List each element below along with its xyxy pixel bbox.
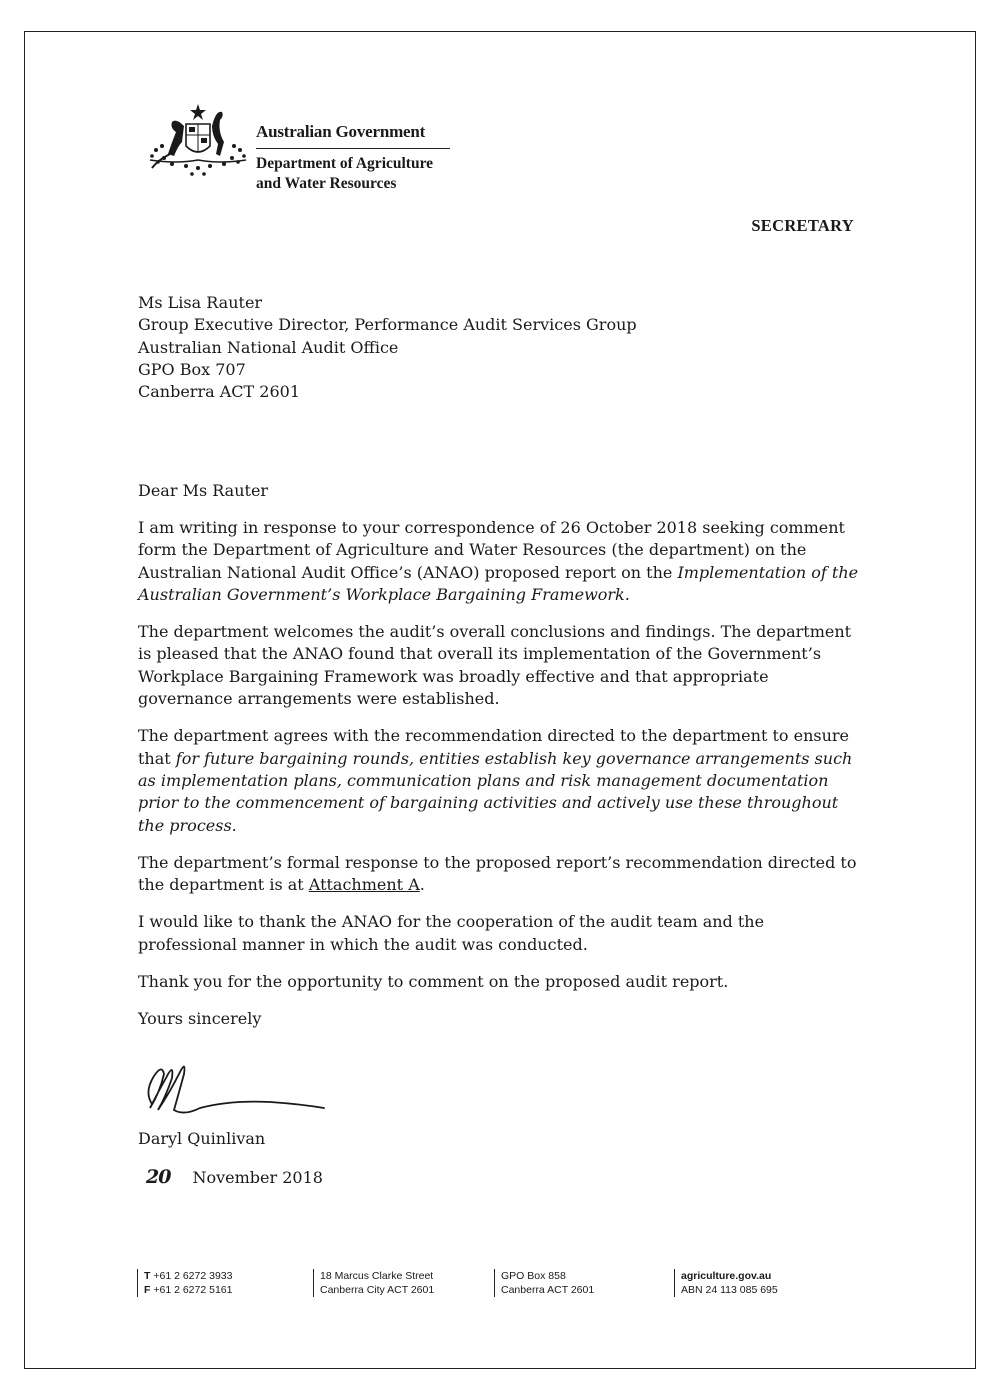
paragraph-4 xyxy=(138,852,864,897)
recipient-address xyxy=(138,292,637,403)
department-name xyxy=(256,154,433,194)
street-city-line: Canberra City ACT 2601 xyxy=(320,1284,435,1296)
footer-street-address xyxy=(313,1269,434,1297)
postal-city-line: Canberra ACT 2601 xyxy=(501,1284,595,1296)
government-name: Australian Government xyxy=(256,122,426,141)
paragraph-2: The department welcomes the audit’s overall conclusions and findings. The department is pleased that the ANAO found that overall its implementation of the Government’s Workplace Bargaining Framework was broadly effective and that appropriate governance arrangements were established. xyxy=(138,622,852,709)
letter-date xyxy=(146,1166,323,1189)
signatory-name: Daryl Quinlivan xyxy=(138,1129,266,1148)
postal-line: GPO Box 858 xyxy=(501,1270,566,1282)
recipient-po-box: GPO Box 707 xyxy=(138,359,246,379)
footer-phone: T +61 2 6272 3933 xyxy=(144,1270,233,1282)
fax-number: +61 2 6272 5161 xyxy=(153,1284,233,1296)
department-line-1: Department of Agriculture xyxy=(256,155,434,172)
abn-number: ABN 24 113 085 695 xyxy=(681,1284,778,1296)
handwritten-signature xyxy=(140,1052,330,1124)
recipient-name: Ms Lisa Rauter xyxy=(138,293,263,312)
report-title: Implementation of the Australian Government’s Workplace Bargaining Framework xyxy=(138,562,859,604)
recipient-organisation: Australian National Audit Office xyxy=(138,337,399,357)
paragraph-1-text: I am writing in response to your correspondence of 26 October 2018 seeking comment form the Department of Agriculture and Water Resources (the department) on the Australian National Audit Office’s (ANAO) proposed report on the xyxy=(138,518,845,582)
recipient-city: Canberra ACT 2601 xyxy=(138,382,300,402)
salutation: Dear Ms Rauter xyxy=(138,481,269,500)
phone-number: +61 2 6272 3933 xyxy=(153,1270,233,1282)
paragraph-5: I would like to thank the ANAO for the cooperation of the audit team and the professional manner in which the audit was conducted. xyxy=(138,912,765,954)
handwritten-day: 20 xyxy=(146,1166,171,1188)
letterhead-divider xyxy=(256,148,450,149)
street-line: 18 Marcus Clarke Street xyxy=(320,1270,434,1282)
recipient-title: Group Executive Director, Performance Audit Services Group xyxy=(138,315,637,335)
paragraph-6: Thank you for the opportunity to comment on the proposed audit report. xyxy=(138,972,729,992)
footer-contact xyxy=(137,1269,232,1297)
paragraph-3-text: The department agrees with the recommendation directed to the department to ensure that xyxy=(138,726,850,768)
footer-fax: F +61 2 6272 5161 xyxy=(144,1284,233,1296)
paragraph-1 xyxy=(138,517,864,606)
footer-web xyxy=(674,1269,778,1297)
closing: Yours sincerely xyxy=(138,1009,262,1029)
paragraph-4-end: . xyxy=(419,875,425,895)
paragraph-4-text: The department’s formal response to the proposed report’s recommendation directed to the department is at xyxy=(138,852,857,895)
attachment-reference: Attachment A xyxy=(308,875,420,895)
footer-postal-address xyxy=(494,1269,594,1297)
coat-of-arms-logo xyxy=(146,102,250,180)
paragraph-1-end: . xyxy=(624,584,630,604)
department-line-2: and Water Resources xyxy=(256,175,397,192)
office-heading: SECRETARY xyxy=(751,216,854,235)
letter-body xyxy=(138,517,864,1047)
website-link[interactable]: agriculture.gov.au xyxy=(681,1270,772,1282)
paragraph-3 xyxy=(138,725,864,836)
date-month-year: November 2018 xyxy=(192,1168,323,1187)
recommendation-quote: for future bargaining rounds, entities establish key governance arrangements such as implementation plans, communication plans and risk management documentation prior to the commencement of bargaining activities and actively use these throughout the process. xyxy=(138,748,853,835)
